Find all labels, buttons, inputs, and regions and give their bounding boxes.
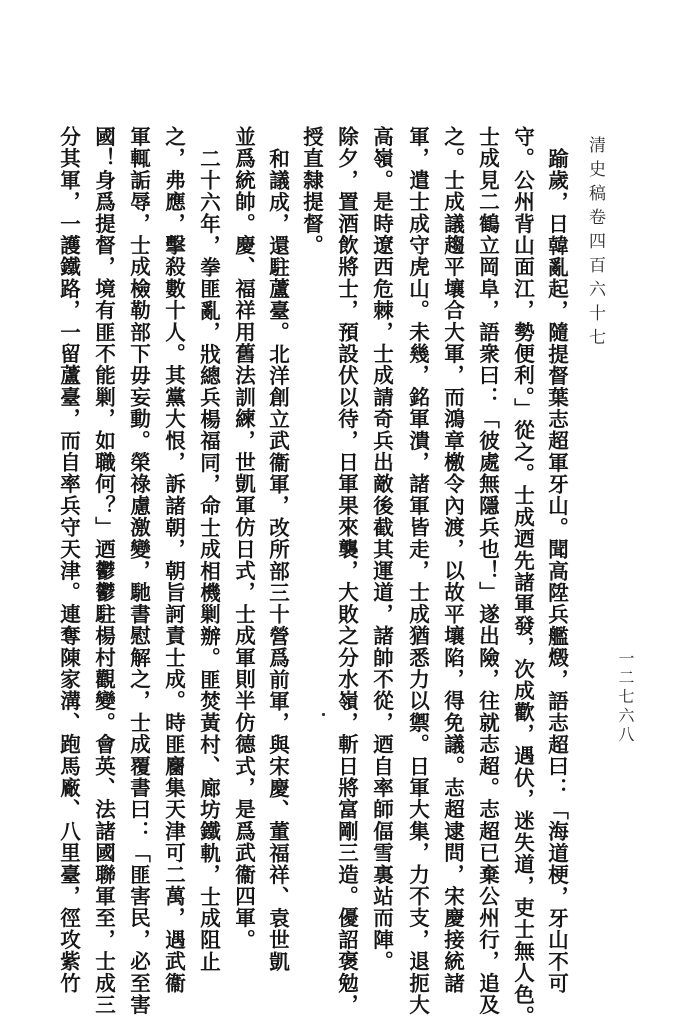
text-column-11: 二十六年，拳匪亂，戕總兵楊福同，命士成相機剿辦。匪焚黃村、廊坊鐵軌，士成阻止 — [196, 148, 221, 973]
text-column-7: 除夕，置酒飲將士，預設伏以待，日軍果來襲，大敗之分水嶺，斬日將富剛三造。優詔褒勉， — [334, 126, 359, 1016]
text-column-9: 和議成，還駐蘆臺。北洋創立武衞軍，改所部三十營爲前軍，與宋慶、董福祥、袁世凱 — [265, 148, 290, 973]
text-column-3: 士成見二鶴立岡阜，語衆曰：「彼處無隱兵也！」遂出險，往就志超。志超已棄公州行，追及 — [475, 126, 500, 1016]
text-column-13: 軍輒詬辱，士成檢勒部下毋妄動。榮祿慮激變，馳書慰解之，士成覆書曰：「匪害民，必至害 — [126, 126, 151, 1016]
ink-dot — [322, 713, 325, 716]
text-column-10: 並爲統帥。慶、福祥用舊法訓練，世凱軍仿日式，士成軍則半仿德式，是爲武衞四軍。 — [231, 126, 256, 951]
text-column-1: 踰歲，日韓亂起，隨提督葉志超軍牙山。聞高陞兵艦燬，語志超曰：「海道梗，牙山不可 — [544, 148, 569, 995]
running-head-title: 清史稿卷四百六十七 — [585, 136, 605, 352]
text-column-5: 軍，遣士成守虎山。未幾，銘軍潰，諸軍皆走，士成猶悉力以禦。日軍大集，力不支，退扼大 — [405, 126, 430, 1016]
text-column-8: 授直隸提督。 — [299, 126, 324, 257]
page-number: 一二七六八 — [616, 650, 635, 745]
text-column-15: 分其軍，一護鐵路，一留蘆臺，而自率兵守天津。連奪陳家溝、跑馬廠、八里臺，徑攻紫竹 — [56, 126, 81, 994]
text-column-14: 國！身爲提督，境有匪不能剿，如職何？」迺鬱鬱駐楊村觀變。會英、法諸國聯軍至，士成三 — [91, 126, 116, 1016]
text-column-6: 高嶺。是時遼西危棘，士成請奇兵出敵後截其運道，諸帥不從，迺自率師偪雪裏站而陣。 — [369, 126, 394, 973]
text-column-2: 守。公州背山面江，勢便利。」從之。士成迺先諸軍發，次成歡，遇伏，迷失道，吏士無人色。 — [510, 126, 535, 1027]
text-column-12: 之，弗應，擊殺數十人。其黨大恨，訴諸朝，朝旨訶責士成。時匪麕集天津可二萬，遇武衞 — [161, 126, 186, 994]
text-column-4: 之。士成議趨平壤合大軍，而鴻章檄令內渡，以故平壤陷，得免議。志超逮問，宋慶接統諸 — [440, 126, 465, 994]
